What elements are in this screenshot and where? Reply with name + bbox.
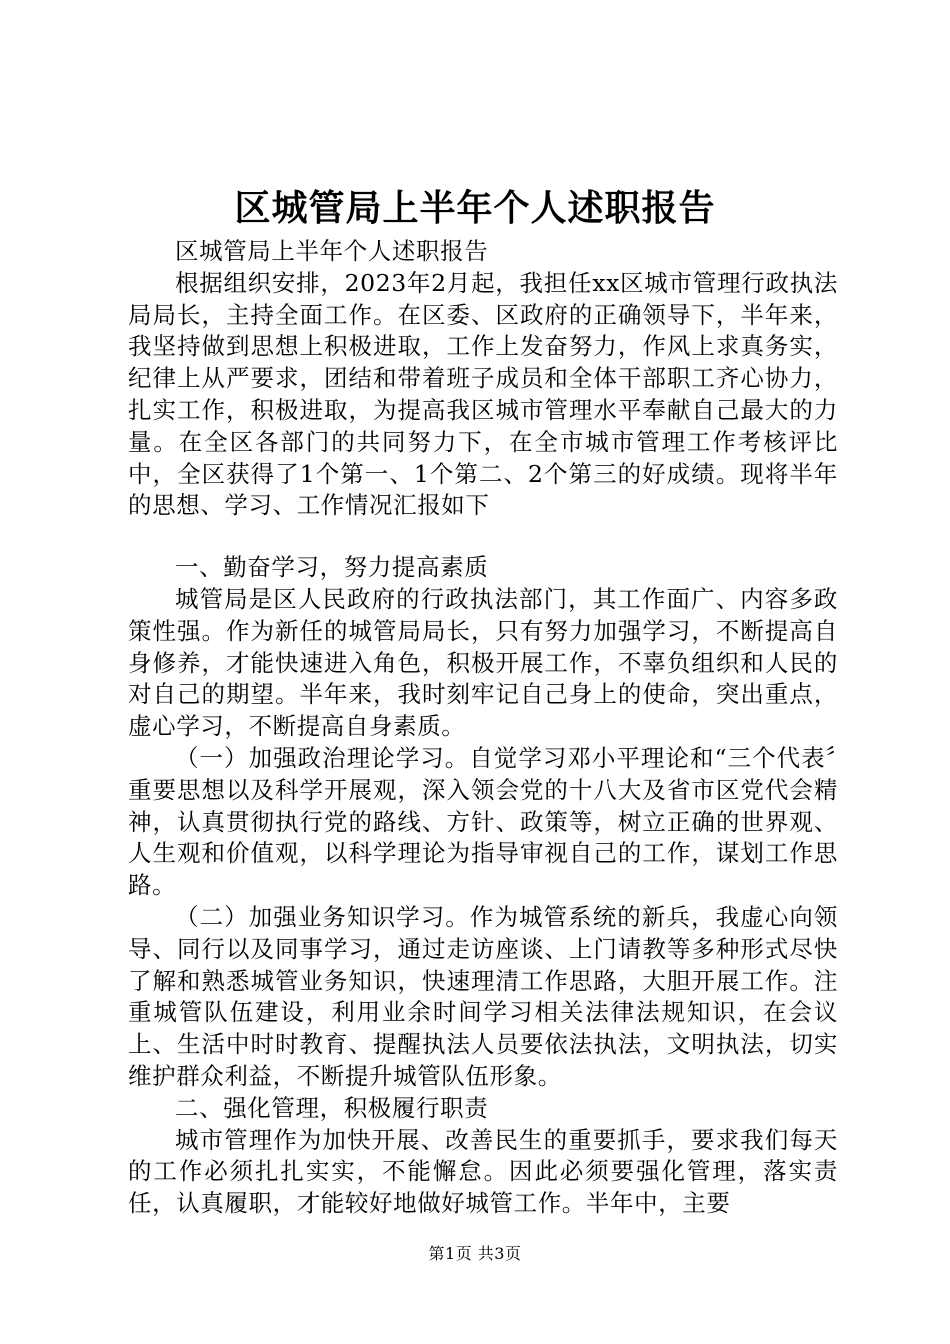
page-number: 第1页 共3页 (428, 1244, 522, 1263)
subsection-1-paragraph: （一）加强政治理论学习。自觉学习邓小平理论和“三个代表〞重要思想以及科学开展观，深入领会党的十八大及省市区党代会精神，认真贯彻执行党的路线、方针、政策等，树立正确的世界观、人生观和价值观，以科学理论为指导审视自己的工作，谋划工作思路。 (128, 743, 838, 900)
section-heading-2: 二、强化管理，积极履行职责 (175, 1093, 489, 1122)
subsection-2-paragraph: （二）加强业务知识学习。作为城管系统的新兵，我虚心向领导、同行以及同事学习，通过走访座谈、上门请教等多种形式尽快了解和熟悉城管业务知识，快速理清工作思路，大胆开展工作。注重城管队伍建设，利用业余时间学习相关法律法规知识，在会议上、生活中时时教育、提醒执法人员要依法执法，文明执法，切实维护群众利益，不断提升城管队伍形象。 (128, 902, 838, 1090)
paragraph-spacer (128, 522, 838, 552)
document-title: 区城管局上半年个人述职报告 (234, 187, 716, 229)
section-1-paragraph: 城管局是区人民政府的行政执法部门，其工作面广、内容多政策性强。作为新任的城管局局长，只有努力加强学习，不断提高自身修养，才能快速进入角色，积极开展工作，不辜负组织和人民的对自己的期望。半年来，我时刻牢记自己身上的使命，突出重点，虚心学习，不断提高自身素质。 (128, 584, 838, 741)
subtitle-line: 区城管局上半年个人述职报告 (175, 237, 489, 265)
document-body (128, 236, 838, 1220)
section-2-paragraph: 城市管理作为加快开展、改善民生的重要抓手，要求我们每天的工作必须扎扎实实，不能懈怠。因此必须要强化管理，落实责任，认真履职，才能较好地做好城管工作。半年中，主要 (128, 1125, 838, 1218)
section-heading-1: 一、勤奋学习，努力提高素质 (175, 553, 489, 582)
intro-paragraph: 根据组织安排，2023年2月起，我担任xx区城市管理行政执法局局长，主持全面工作。在区委、区政府的正确领导下，半年来，我坚持做到思想上积极进取，工作上发奋努力，作风上求真务实，纪律上从严要求，团结和带着班子成员和全体干部职工齐心协力，扎实工作，积极进取，为提高我区城市管理水平奉献自己最大的力量。在全区各部门的共同努力下，在全市城市管理工作考核评比中，全区获得了1个第一、1个第二、2个第三的好成绩。现将半年的思想、学习、工作情况汇报如下 (128, 268, 838, 520)
